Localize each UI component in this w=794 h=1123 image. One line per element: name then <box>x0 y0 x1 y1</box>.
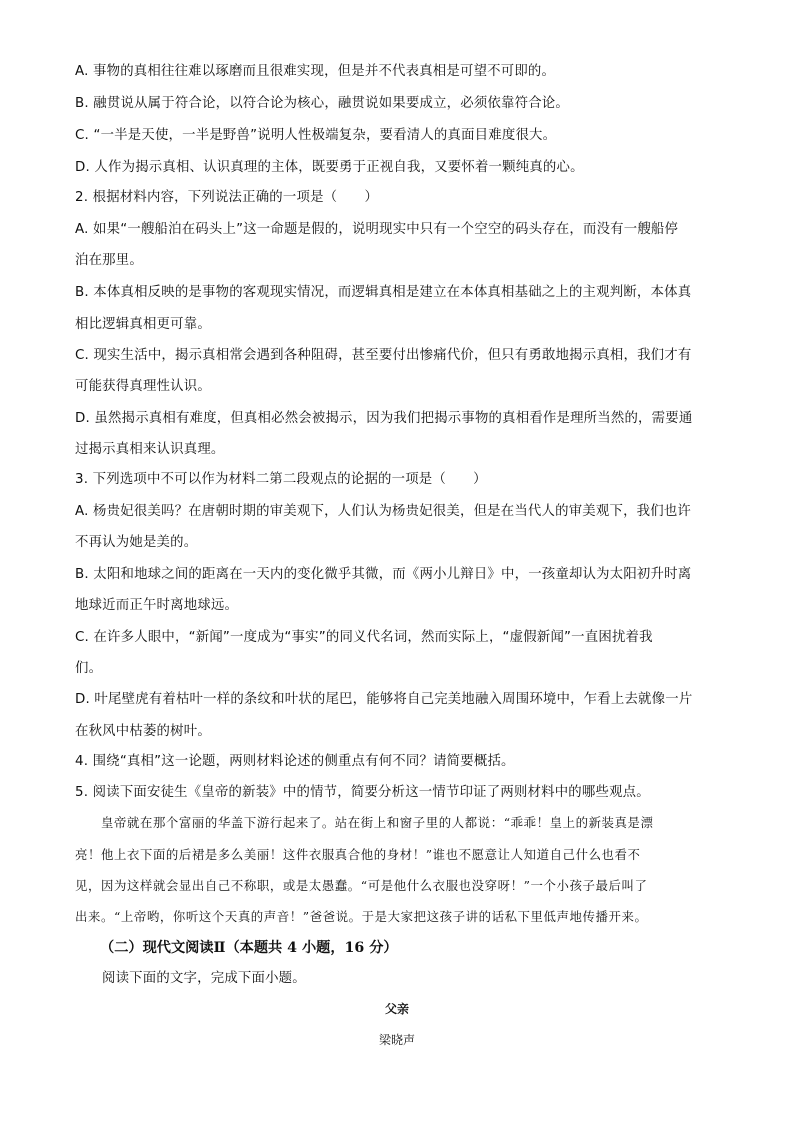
q3-option-b: B. 太阳和地球之间的距离在一天内的变化微乎其微，而《两小儿辩日》中，一孩童却认为太阳初升时离 <box>75 567 692 582</box>
excerpt-line: 亮！他上衣下面的后裙是多么美丽！这件衣服真合他的身材！”谁也不愿意让人知道自己什么也看不 <box>75 847 641 862</box>
q2-option-c: C. 现实生活中，揭示真相常会遇到各种阻碍，甚至要付出惨痛代价，但只有勇敢地揭示真相，我们才有 <box>75 348 692 363</box>
q3-option-a: A. 杨贵妃很美吗？在唐朝时期的审美观下，人们认为杨贵妃很美，但是在当代人的审美观下，我们也许 <box>75 504 692 519</box>
reading-instruction: 阅读下面的文字，完成下面小题。 <box>102 971 306 986</box>
q2-option-c-cont: 可能获得真理性认识。 <box>75 379 211 394</box>
section-heading: （二）现代文阅读Ⅱ（本题共 4 小题，16 分） <box>100 940 398 956</box>
q3-option-d-cont: 在秋风中枯萎的树叶。 <box>75 724 211 739</box>
excerpt-line: 出来。“上帝哟，你听这个天真的声音！”爸爸说。于是大家把这孩子讲的话私下里低声地传播开来。 <box>75 909 648 924</box>
q3-option-a-cont: 不再认为她是美的。 <box>75 535 198 550</box>
q2-stem: 2. 根据材料内容，下列说法正确的一项是（ ） <box>75 190 379 205</box>
q2-option-a: A. 如果“一艘船泊在码头上”这一命题是假的，说明现实中只有一个空空的码头存在，而没有一艘船停 <box>75 222 679 237</box>
excerpt-line: 皇帝就在那个富丽的华盖下游行起来了。站在街上和窗子里的人都说：“乖乖！皇上的新装真是漂 <box>75 815 654 830</box>
q3-option-c-cont: 们。 <box>75 661 103 676</box>
q3-stem: 3. 下列选项中不可以作为材料二第二段观点的论据的一项是（ ） <box>75 472 487 487</box>
q2-option-b-cont: 相比逻辑真相更可靠。 <box>75 317 211 332</box>
article-author: 梁晓声 <box>378 1033 415 1047</box>
q4-stem: 4. 围绕“真相”这一论题，两则材料论述的侧重点有何不同？请简要概括。 <box>75 754 515 769</box>
q1-option-b: B. 融贯说从属于符合论，以符合论为核心，融贯说如果要成立，必须依靠符合论。 <box>75 96 569 111</box>
q2-option-d: D. 虽然揭示真相有难度，但真相必然会被揭示，因为我们把揭示事物的真相看作是理所当然的，需要通 <box>75 411 693 426</box>
q3-option-c: C. 在许多人眼中，“新闻”一度成为“事实”的同义代名词，然而实际上，“虚假新闻”一直困扰着我 <box>75 630 653 645</box>
q1-option-c: C. “一半是天使，一半是野兽”说明人性极端复杂，要看清人的真面目难度很大。 <box>75 128 557 143</box>
q2-option-a-cont: 泊在那里。 <box>75 253 143 268</box>
q3-option-d: D. 叶尾壁虎有着枯叶一样的条纹和叶状的尾巴，能够将自己完美地融入周围环境中，乍看上去就像一片 <box>75 692 693 707</box>
article-title: 父亲 <box>384 1002 409 1016</box>
q1-option-d: D. 人作为揭示真相、认识真理的主体，既要勇于正视自我，又要怀着一颗纯真的心。 <box>75 160 584 175</box>
q5-stem: 5. 阅读下面安徒生《皇帝的新装》中的情节，简要分析这一情节印证了两则材料中的哪些观点。 <box>75 785 650 800</box>
q1-option-a: A. 事物的真相往往难以琢磨而且很难实现，但是并不代表真相是可望不可即的。 <box>75 64 556 79</box>
q2-option-b: B. 本体真相反映的是事物的客观现实情况，而逻辑真相是建立在本体真相基础之上的主观判断，本体真 <box>75 285 692 300</box>
excerpt-line: 见，因为这样就会显出自己不称职，或是太愚蠢。“可是他什么衣服也没穿呀！”一个小孩子最后叫了 <box>75 878 648 893</box>
q2-option-d-cont: 过揭示真相来认识真理。 <box>75 442 225 457</box>
q3-option-b-cont: 地球近而正午时离地球远。 <box>75 598 239 613</box>
